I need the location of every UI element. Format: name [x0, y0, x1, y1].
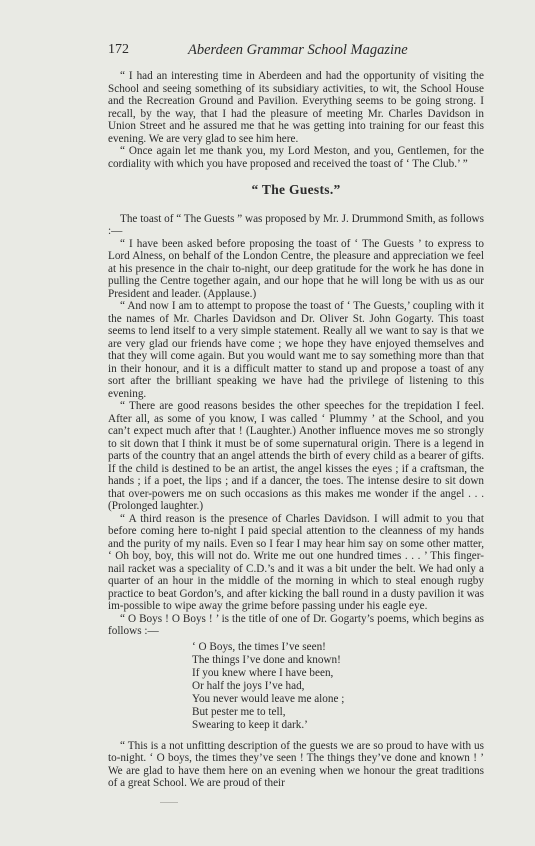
poem-quote: [192, 641, 484, 732]
poem-line: The things I’ve done and known!: [192, 653, 341, 666]
paragraph: “ And now I am to attempt to propose the toast of ‘ The Guests,’ coupling with it the names of Mr. Charles Davidson and Dr. Oliver St. John Gogarty. This toast seems to lend itself to a very simple statement. Really all we want to say is that we are very glad our friends have come ; we hope they have enjoyed themselves and that they will come again. But you would want me to say something more than that in their honour, and it is a difficult matter to stand up and propose a toast of any sort after the brilliant speaking we have had the privilege of listening to this evening.: [108, 300, 484, 400]
poem-line: If you knew where I have been,: [192, 666, 334, 679]
paragraph: “ There are good reasons besides the other speeches for the trepidation I feel. After all, as some of you know, I was called ‘ Plummy ’ at the School, and you can’t expect much after that ! (Laughter.) Another influence moves me so strongly to sit down that I think it must be of some supernatural origin. There is a legend in parts of the country that an angel attends the birth of every child as a bearer of gifts. If the child is destined to be an artist, the angel kisses the eyes ; if a craftsman, the hands ; if a poet, the lips ; and if a dancer, the toes. The intense desire to sit down that over-powers me on such occasions as this makes me wonder if the angel . . . (Prolonged laughter.): [108, 400, 484, 512]
page-number: 172: [108, 42, 129, 57]
poem-line: But pester me to tell,: [192, 705, 286, 718]
closing-paragraph: “ This is a not unfitting description of the guests we are so proud to have with us to-night. ‘ O boys, the times they’ve seen ! The things they’ve done and known ! ’ We are glad to have them here on an evening when we honour the great traditions of a great School. We are proud of their: [108, 739, 484, 789]
poem-line: You never would leave me alone ;: [192, 692, 345, 705]
paragraph: “ Once again let me thank you, my Lord Meston, and you, Gentlemen, for the cordiality with which you have proposed and received the toast of ‘ The Club.’ ”: [108, 145, 484, 170]
paragraph: “ A third reason is the presence of Charles Davidson. I will admit to you that before coming here to-night I paid special attention to the cleanness of my hands and the purity of my nails. Even so I fear I may hear him say on some other matter, ‘ Oh boy, boy, this will not do. Write me out one hundred times . . . ’ This finger-nail racket was a speciality of C.D.’s and it was a bit under the belt. We had only a quarter of an hour in the middle of the morning in which to steal enough rugby practice to beat Gordon’s, and after kicking the ball round in a dusty pavilion it was im-possible to wipe away the grime before passing under his eagle eye.: [108, 512, 484, 612]
running-title: Aberdeen Grammar School Magazine: [188, 42, 408, 58]
intro-paragraph: The toast of “ The Guests ” was proposed by Mr. J. Drummond Smith, as follows :—: [108, 212, 484, 237]
poem-line: ‘ O Boys, the times I’ve seen!: [192, 640, 326, 653]
paragraph: “ I have been asked before proposing the toast of ‘ The Guests ’ to express to Lord Alness, on behalf of the London Centre, the pleasure and appreciation we feel at his presence in the chair to-night, our deep gratitude for the work he has done in pulling the Centre together again, and our hope that he will long be with us as our President and leader. (Applause.): [108, 237, 484, 300]
paragraph: “ O Boys ! O Boys ! ’ is the title of one of Dr. Gogarty’s poems, which begins as follows :—: [108, 612, 484, 637]
page-header: [108, 42, 488, 62]
poem-line: Or half the joys I’ve had,: [192, 679, 305, 692]
article-body: [108, 70, 484, 790]
printer-mark: [160, 802, 178, 803]
paragraph: “ I had an interesting time in Aberdeen and had the opportunity of visiting the School and seeing something of its subsidiary activities, to wit, the School House and the Recreation Ground and Pavilion. Everything seems to be going strong. I recall, by the way, that I had the pleasure of meeting Mr. Charles Davidson in Union Street and he assured me that he was getting into training for our feast this evening. We are very glad to see him here.: [108, 70, 484, 145]
poem-line: Swearing to keep it dark.’: [192, 718, 308, 731]
section-heading: “ The Guests.”: [251, 182, 341, 197]
